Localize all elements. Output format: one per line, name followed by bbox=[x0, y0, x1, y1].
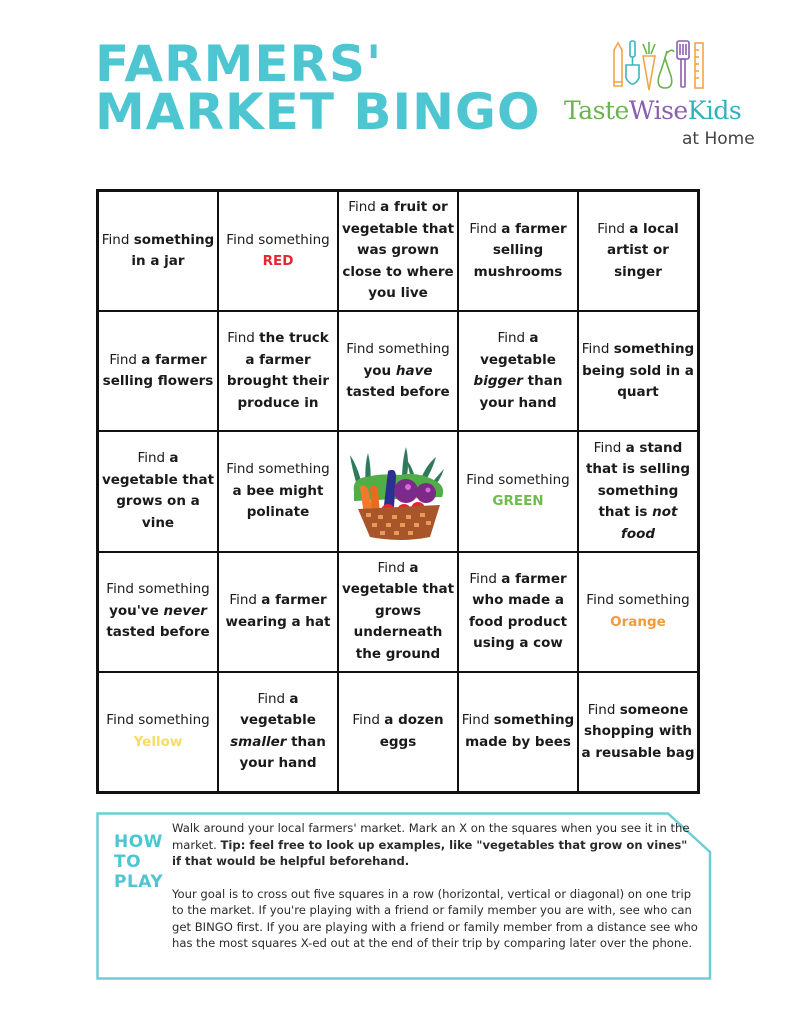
ruler-icon bbox=[695, 43, 703, 88]
square-text-part: a dozen eggs bbox=[379, 712, 444, 750]
square-text-part: something being sold in a quart bbox=[582, 341, 695, 401]
heading-to: TO bbox=[114, 852, 142, 872]
carrot-icon bbox=[643, 42, 655, 90]
bingo-square[interactable] bbox=[218, 431, 338, 551]
square-text-part: Find something bbox=[106, 712, 210, 729]
square-text bbox=[221, 590, 335, 633]
how-to-play-box bbox=[96, 812, 712, 980]
square-text-part: than your hand bbox=[239, 733, 326, 772]
square-text bbox=[101, 448, 215, 534]
square-text bbox=[581, 438, 695, 546]
square-text bbox=[106, 710, 209, 753]
square-text bbox=[101, 350, 215, 393]
square-text-part: tasted before bbox=[346, 384, 450, 401]
square-text-part: Find something bbox=[586, 592, 690, 609]
instructions-text: Walk around your local farmers' market. Mark an X on the squares when you see it in the market. bbox=[172, 821, 690, 852]
bingo-square[interactable] bbox=[458, 672, 578, 792]
square-text bbox=[466, 470, 569, 513]
vegetable-basket-icon bbox=[344, 441, 452, 541]
pear-icon bbox=[658, 50, 674, 88]
bingo-square[interactable] bbox=[578, 191, 698, 311]
instructions-paragraph-2: Your goal is to cross out five squares in a row (horizontal, vertical or diagonal) on one trip to the market. If you're playing with a friend or family member you are with, see who can get BINGO first. If you are playing with a friend or family member from a distance see who has the most squares X-ed out at the end of their trip by comparing later over the phone. bbox=[172, 886, 698, 950]
square-text bbox=[461, 328, 575, 414]
color-word: Orange bbox=[610, 613, 666, 630]
square-text-part: Find bbox=[227, 330, 260, 347]
kitchen-tools-icon bbox=[610, 38, 710, 94]
square-text bbox=[341, 710, 455, 753]
brand-subtitle: at Home bbox=[682, 129, 755, 149]
square-text-part: have bbox=[395, 362, 433, 379]
square-text-part: bigger bbox=[473, 373, 523, 390]
bingo-square[interactable] bbox=[338, 552, 458, 672]
square-text-part: Find something bbox=[106, 581, 210, 598]
how-to-play-instructions bbox=[172, 820, 700, 968]
bingo-square[interactable] bbox=[218, 191, 338, 311]
square-text bbox=[581, 339, 695, 404]
trowel-icon bbox=[626, 41, 639, 84]
color-word: GREEN bbox=[492, 493, 544, 510]
square-text-part: Find bbox=[257, 690, 290, 707]
square-text-part: a farmer wearing a hat bbox=[225, 592, 331, 630]
square-text-part: a vegetable that grows on a vine bbox=[101, 450, 215, 531]
bingo-square[interactable] bbox=[338, 672, 458, 792]
square-text bbox=[101, 230, 215, 273]
page-title bbox=[95, 35, 541, 141]
square-text bbox=[221, 459, 335, 524]
square-text-part: Find bbox=[593, 439, 626, 456]
bingo-square[interactable] bbox=[458, 552, 578, 672]
square-text bbox=[341, 339, 455, 404]
bingo-board bbox=[96, 189, 700, 794]
square-text-part: Find bbox=[229, 592, 262, 609]
square-text-part: Find bbox=[377, 559, 410, 576]
square-text-part: a vegetable that grows underneath the ground bbox=[341, 559, 455, 662]
square-text-part: something in a jar bbox=[131, 231, 215, 270]
title-line-2: MARKET BINGO bbox=[95, 83, 541, 141]
bingo-square[interactable] bbox=[578, 552, 698, 672]
square-text bbox=[586, 590, 689, 633]
square-text-part: Find something bbox=[466, 471, 570, 488]
square-text-part: Find bbox=[352, 712, 385, 729]
square-text bbox=[581, 700, 695, 765]
square-text bbox=[221, 328, 335, 414]
square-text-part: Find bbox=[101, 231, 134, 248]
square-text-part: a local artist or singer bbox=[607, 220, 679, 280]
square-text bbox=[461, 219, 575, 284]
square-text-part: Find something bbox=[346, 341, 450, 358]
square-text-part: smaller bbox=[230, 733, 287, 750]
square-text-part: not food bbox=[620, 504, 678, 542]
bingo-square[interactable] bbox=[338, 311, 458, 431]
heading-play: PLAY bbox=[114, 872, 164, 892]
bingo-square[interactable] bbox=[98, 672, 218, 792]
square-text bbox=[226, 230, 329, 273]
square-text-part: Find bbox=[137, 450, 170, 467]
square-text-part: a vegetable bbox=[480, 330, 556, 368]
square-text-part: Find bbox=[587, 701, 620, 718]
square-text bbox=[461, 710, 575, 753]
square-text-part: Find bbox=[581, 341, 614, 358]
bingo-square[interactable] bbox=[578, 311, 698, 431]
bingo-square[interactable] bbox=[98, 552, 218, 672]
square-text-part: someone shopping with a reusable bag bbox=[581, 701, 695, 761]
brand-kids: Kids bbox=[687, 96, 742, 125]
square-text-part: Find bbox=[461, 712, 494, 729]
square-text bbox=[581, 219, 695, 284]
square-text-part: a fruit or vegetable that was grown close to where you live bbox=[341, 199, 455, 302]
square-text-part: never bbox=[163, 602, 207, 619]
square-text bbox=[101, 579, 215, 644]
square-text-part: the truck a farmer brought their produce in bbox=[226, 330, 330, 411]
title-line-1: FARMERS' bbox=[95, 35, 383, 93]
square-text-part: a vegetable bbox=[240, 690, 316, 729]
square-text-part: tasted before bbox=[106, 624, 210, 641]
square-text-part: a stand that is selling something that is bbox=[585, 439, 691, 521]
square-text-part: a farmer selling mushrooms bbox=[473, 220, 567, 280]
bingo-square[interactable] bbox=[98, 191, 218, 311]
square-text bbox=[221, 689, 335, 775]
square-text-part: Find something bbox=[226, 231, 330, 248]
square-text-part: than your hand bbox=[479, 373, 563, 411]
bingo-square[interactable] bbox=[458, 311, 578, 431]
square-text-part: Find bbox=[497, 330, 530, 347]
bingo-square[interactable] bbox=[98, 311, 218, 431]
square-text-part: a farmer selling flowers bbox=[102, 351, 214, 390]
bingo-square[interactable] bbox=[578, 431, 698, 551]
instructions-paragraph-1 bbox=[172, 820, 700, 870]
brand-taste: Taste bbox=[564, 96, 629, 125]
bingo-free-square[interactable] bbox=[338, 431, 458, 551]
square-text-part: a bee might polinate bbox=[232, 482, 324, 521]
square-text-part: a farmer who made a food product using a cow bbox=[468, 570, 568, 652]
square-text-part: Find bbox=[469, 220, 502, 237]
brand-wise: Wise bbox=[628, 96, 688, 125]
bingo-square[interactable] bbox=[578, 672, 698, 792]
color-word: Yellow bbox=[133, 733, 183, 750]
brand-name bbox=[564, 96, 741, 125]
bingo-square[interactable] bbox=[458, 431, 578, 551]
bingo-square[interactable] bbox=[218, 552, 338, 672]
square-text bbox=[341, 558, 455, 666]
square-text-part: you've bbox=[109, 602, 164, 619]
color-word: RED bbox=[262, 253, 294, 270]
square-text-part: Find something bbox=[226, 461, 330, 478]
square-text-part: Find bbox=[597, 220, 630, 237]
square-text-part: something made by bees bbox=[465, 712, 575, 750]
square-text-part: Find bbox=[469, 570, 502, 587]
bingo-square[interactable] bbox=[98, 431, 218, 551]
square-text bbox=[341, 197, 455, 305]
bingo-square[interactable] bbox=[338, 191, 458, 311]
square-text-part: you bbox=[363, 362, 396, 379]
bingo-square[interactable] bbox=[218, 311, 338, 431]
square-text bbox=[461, 569, 575, 655]
instructions-tip: Tip: feel free to look up examples, like "vegetables that grow on vines" if that would be helpful beforehand. bbox=[172, 837, 688, 868]
square-text-part: Find bbox=[109, 351, 142, 368]
tastewisekids-logo bbox=[560, 38, 770, 153]
heading-how: HOW bbox=[114, 832, 163, 852]
square-text-part: Find bbox=[348, 199, 381, 216]
bingo-square[interactable] bbox=[458, 191, 578, 311]
spatula-icon bbox=[677, 41, 689, 87]
bingo-square[interactable] bbox=[218, 672, 338, 792]
how-to-play-heading bbox=[114, 832, 163, 892]
pencil-icon bbox=[614, 43, 622, 86]
